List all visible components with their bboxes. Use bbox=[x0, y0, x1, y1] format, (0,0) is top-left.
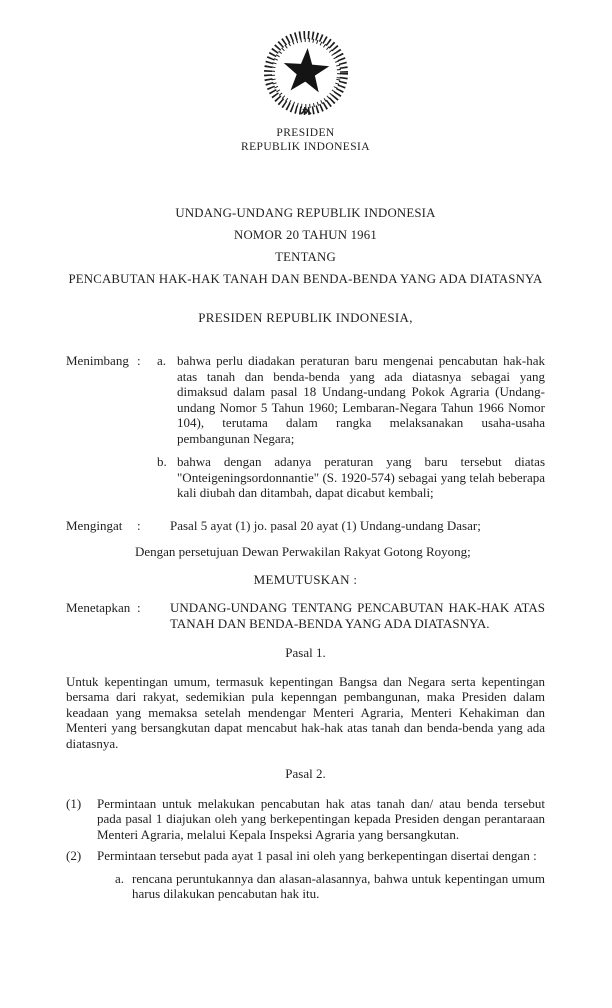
law-title-block bbox=[66, 202, 545, 290]
star-wreath-emblem-icon bbox=[256, 30, 356, 122]
pasal-2-item-1-marker: (1) bbox=[66, 795, 82, 811]
mengingat-text: Pasal 5 ayat (1) jo. pasal 20 ayat (1) Undang-undang Dasar; bbox=[170, 517, 481, 533]
menimbang-colon: : bbox=[137, 353, 141, 368]
pasal-2-item-1 bbox=[66, 796, 545, 843]
pasal-2-subitem-a-text: rencana peruntukannya dan alasan-alasannya, bahwa untuk kepentingan umum harus dilakukan pencabutan hak itu. bbox=[132, 870, 545, 901]
menimbang-items bbox=[157, 353, 545, 501]
letterhead bbox=[66, 30, 545, 154]
mengingat-colon: : bbox=[137, 517, 141, 533]
pasal-2-item-2 bbox=[66, 848, 545, 864]
pasal-1-body: Untuk kepentingan umum, termasuk kepentingan Bangsa dan Negara serta kepentingan bersama dari rakyat, sedemikian pula kepenngan pembangunan, maka Presiden dalam keadaan yang memaksa setelah mendengar Menteri Agraria, Menteri Kehakiman dan Menteri yang bersangkutan dapat mencabut hak-hak atas tanah dan benda-benda yang ada diatasnya. bbox=[66, 673, 545, 751]
pasal-2-subitem-a bbox=[66, 871, 545, 902]
pasal-2-item-2-marker: (2) bbox=[66, 848, 82, 863]
menimbang-item-a bbox=[157, 353, 545, 446]
pasal-2-subitem-a-marker: a. bbox=[115, 870, 125, 886]
mengingat-label: Mengingat bbox=[66, 517, 123, 533]
menetapkan-section bbox=[66, 600, 545, 631]
letterhead-line-republik: REPUBLIK INDONESIA bbox=[241, 140, 370, 153]
menimbang-item-b-marker: b. bbox=[157, 454, 167, 469]
letterhead-line-presiden: PRESIDEN bbox=[276, 126, 335, 139]
pasal-2-item-1-text: Permintaan untuk melakukan pencabutan hak atas tanah dan/ atau benda tersebut pada pasal 1 diajukan oleh yang berkepentingan kepada Presiden dengan perantaraan Menteri Agraria, melalui Kepala Inspeksi Agraria yang bersangkutan. bbox=[97, 795, 545, 842]
agreement-line: Dengan persetujuan Dewan Perwakilan Rakyat Gotong Royong; bbox=[135, 544, 471, 559]
menimbang-item-a-text: bahwa perlu diadakan peraturan baru mengenai pencabutan hak-hak atas tanah dan benda-benda yang ada diatasnya sebagai yang dimaksud dalam pasal 18 Undang-undang Pokok Agraria (Undang-undang Nomor 5 Tahun 1960; Lembaran-Negara Tahun 1966 Nomor 104), terutama dalam rangka melaksanakan usaha-usaha pembangunan Negara; bbox=[177, 353, 545, 446]
menimbang-item-b bbox=[157, 454, 545, 501]
memutuskan-heading: MEMUTUSKAN : bbox=[253, 571, 358, 587]
menetapkan-text: UNDANG-UNDANG TENTANG PENCABUTAN HAK-HAK ATAS TANAH DAN BENDA-BENDA YANG ADA DIATASNYA. bbox=[170, 600, 545, 631]
pasal-2-item-2-text: Permintaan tersebut pada ayat 1 pasal ini oleh yang berkepentingan disertai dengan : bbox=[97, 848, 537, 863]
menimbang-section bbox=[66, 353, 545, 501]
law-title-line-3: TENTANG bbox=[275, 249, 336, 264]
menimbang-item-b-text: bahwa dengan adanya peraturan yang baru tersebut diatas "Onteigeningsordonnantie" (S. 1920-574) sebagai yang telah beberapa kali diubah dan ditambah, dapat dicabut kembali; bbox=[177, 454, 545, 500]
menetapkan-label: Menetapkan bbox=[66, 600, 131, 615]
law-title-line-4: PENCABUTAN HAK-HAK TANAH DAN BENDA-BENDA YANG ADA DIATASNYA bbox=[68, 271, 543, 286]
menimbang-label: Menimbang bbox=[66, 353, 129, 368]
menimbang-item-a-marker: a. bbox=[157, 353, 167, 368]
law-title-line-2: NOMOR 20 TAHUN 1961 bbox=[234, 227, 377, 242]
menetapkan-colon: : bbox=[137, 600, 141, 615]
law-title-line-1: UNDANG-UNDANG REPUBLIK INDONESIA bbox=[175, 205, 436, 220]
mengingat-section bbox=[66, 518, 545, 534]
salutation: PRESIDEN REPUBLIK INDONESIA, bbox=[198, 309, 413, 325]
pasal-1-heading: Pasal 1. bbox=[285, 645, 326, 660]
pasal-2-heading: Pasal 2. bbox=[285, 766, 326, 781]
